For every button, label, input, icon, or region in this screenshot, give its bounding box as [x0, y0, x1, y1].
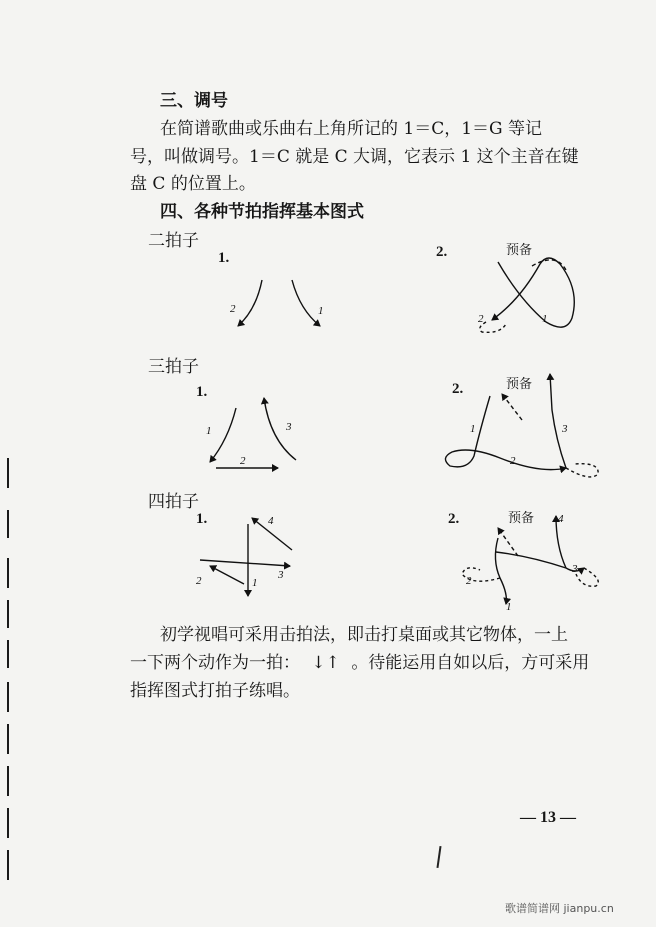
figure-number: 2. — [448, 511, 460, 527]
beat-stroke — [210, 408, 236, 462]
beat-stroke — [550, 374, 566, 468]
figure-number: 1. — [196, 384, 208, 400]
stroke-label: 3 — [562, 423, 568, 435]
stroke-label: 2 — [478, 313, 484, 325]
beat-stroke — [292, 280, 320, 326]
stroke-label: 1 — [252, 577, 258, 589]
body-text-line: 号，叫做调号。1＝C 就是 C 大调，它表示 1 这个主音在键 — [130, 147, 579, 167]
body-text-segment: 。待能运用自如以后，方可采用 — [351, 653, 590, 673]
stroke-label: 3 — [286, 421, 292, 433]
body-text-segment: 一下两个动作为一拍： — [130, 653, 300, 673]
stroke-label: 1 — [318, 305, 324, 317]
page-number: — 13 — — [520, 809, 576, 826]
beat-stroke — [445, 396, 566, 470]
section-heading-conducting: 四、各种节拍指挥基本图式 — [160, 202, 364, 222]
prep-stroke — [498, 528, 518, 556]
stroke-label: 1 — [470, 423, 476, 435]
stroke-label: 4 — [268, 515, 274, 527]
figure-number: 1. — [196, 511, 208, 527]
prep-label: 预备 — [506, 243, 533, 258]
beat-stroke — [238, 280, 262, 326]
beat-symbol: ↓↑ — [311, 653, 340, 673]
body-text-line: 初学视唱可采用击拍法，即击打桌面或其它物体，一上 — [160, 625, 568, 645]
beat-stroke — [200, 560, 290, 566]
stroke-label: 2 — [510, 455, 516, 467]
prep-label: 预备 — [506, 377, 533, 392]
stroke-label: 3 — [278, 569, 284, 581]
body-text-line-with-symbol — [130, 648, 589, 673]
figure-number: 2. — [452, 381, 464, 397]
stroke-label: 2 — [230, 303, 236, 315]
body-text-line: 在简谱歌曲或乐曲右上角所记的 1＝C，1＝G 等记 — [160, 119, 543, 139]
stroke-label: 4 — [558, 513, 564, 525]
stroke-label: 2 — [196, 575, 202, 587]
watermark: 歌谱简谱网 jianpu.cn — [505, 902, 614, 915]
stroke-label: 3 — [572, 563, 578, 575]
beat-stroke — [210, 566, 244, 584]
four-beat-label: 四拍子 — [148, 492, 199, 512]
beat-stroke — [495, 538, 506, 604]
figure-number: 1. — [218, 250, 230, 266]
stroke-label: 2 — [240, 455, 246, 467]
prep-stroke — [502, 394, 522, 420]
stroke-label: 1 — [506, 601, 512, 613]
prep-stroke — [480, 322, 506, 332]
prep-label: 预备 — [508, 511, 535, 526]
prep-stroke — [566, 464, 598, 477]
two-beat-label: 二拍子 — [148, 231, 199, 251]
section-heading-key-signature: 三、调号 — [160, 91, 228, 111]
figure-number: 2. — [436, 244, 448, 260]
beat-stroke — [492, 258, 574, 327]
body-text-line: 指挥图式打拍子练唱。 — [130, 681, 300, 701]
three-beat-label: 三拍子 — [148, 357, 199, 377]
body-text-line: 盘 C 的位置上。 — [130, 174, 256, 194]
beat-stroke — [496, 552, 584, 571]
stroke-label: 2 — [466, 575, 472, 587]
stroke-label: 1 — [206, 425, 212, 437]
stroke-label: 1 — [542, 313, 548, 325]
